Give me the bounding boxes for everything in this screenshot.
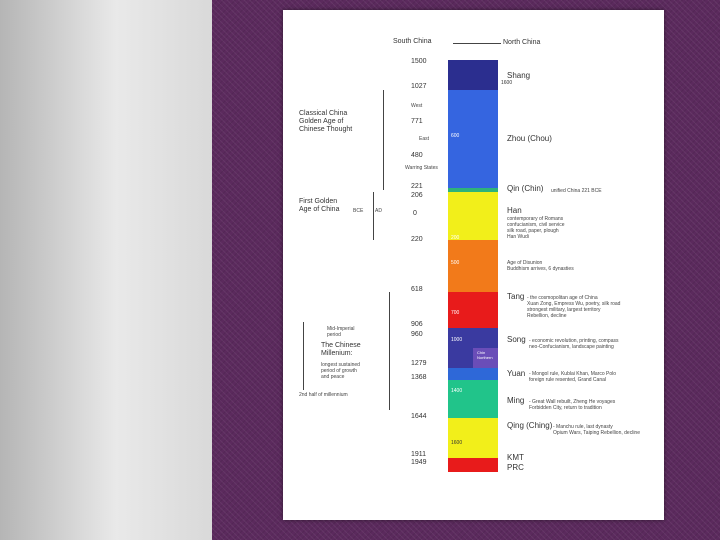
dynasty-qin: Qin (Chin) — [507, 184, 544, 193]
dynasty-song-note: - economic revolution, printing, compass neo-Confucianism, landscape painting — [529, 338, 619, 350]
label-first-golden-age: First Golden Age of China — [299, 198, 340, 213]
label-classical-china: Classical China Golden Age of Chinese Thought — [299, 110, 353, 133]
year-960: 960 — [411, 331, 423, 338]
dynasty-ming: Ming — [507, 396, 525, 405]
label-bce: BCE — [353, 208, 364, 214]
label-west: West — [411, 103, 423, 109]
dynasty-han-note: contemporary of Romans confucianism, civil service silk road, paper, plough Han Wudi — [507, 216, 565, 240]
dynasty-qing-note: - Manchu rule, last dynasty Opium Wars, Taiping Rebellion, decline — [553, 424, 640, 436]
dynasty-yuan: Yuan — [507, 369, 526, 378]
year-1027: 1027 — [411, 83, 427, 90]
disunion-note: Age of Disunion Buddhism arrives, 6 dynasties — [507, 260, 574, 272]
label-east: East — [419, 136, 430, 142]
tick-tang: 700 — [451, 310, 460, 316]
band-qing — [448, 418, 498, 458]
dynasty-qing: Qing (Ching) — [507, 421, 553, 430]
bracket-first-golden — [373, 192, 374, 240]
label-mid-imperial: Mid-Imperial period — [327, 326, 355, 338]
label-ad: AD — [375, 208, 382, 214]
band-han — [448, 192, 498, 240]
year-618: 618 — [411, 286, 423, 293]
label-millenium-sub: longest sustained period of growth and peace — [321, 362, 360, 380]
year-771: 771 — [411, 118, 423, 125]
band-shang — [448, 60, 498, 90]
tick-zhou: 600 — [451, 133, 460, 139]
year-221: 221 — [411, 183, 423, 190]
label-chinese-millenium: The Chinese Millenium: — [321, 342, 361, 357]
header-south-china: South China — [393, 38, 432, 45]
tick-han: 200 — [451, 235, 460, 241]
timeline-slide — [283, 10, 664, 520]
band-ming — [448, 380, 498, 418]
arrow-millenium-left — [303, 322, 304, 390]
bracket-millenium — [389, 292, 390, 410]
dynasty-shang: Shang — [507, 71, 531, 80]
tick-disunion: 500 — [451, 260, 460, 266]
dynasty-zhou: Zhou (Chou) — [507, 134, 552, 143]
band-zhou — [448, 90, 498, 188]
header-arrow-line — [453, 43, 501, 44]
year-1279: 1279 — [411, 360, 427, 367]
year-206: 206 — [411, 192, 423, 199]
dynasty-ming-note: - Great Wall rebuilt, Zheng He voyages Forbidden City, return to tradition — [529, 399, 616, 411]
dynasty-song: Song — [507, 335, 526, 344]
tick-chin: Chin Northern — [477, 350, 493, 360]
year-906: 906 — [411, 321, 423, 328]
label-second-half: 2nd half of millennium — [299, 392, 348, 398]
band-prc — [448, 464, 498, 472]
label-warring-states: Warring States — [405, 165, 438, 171]
bracket-classical — [383, 90, 384, 190]
tick-qing: 1600 — [451, 440, 463, 446]
dynasty-qin-note: unified China 221 BCE — [551, 188, 602, 194]
year-1368: 1368 — [411, 374, 427, 381]
year-1500: 1500 — [411, 58, 427, 65]
dynasty-yuan-note: - Mongol rule, Kublai Khan, Marco Polo foreign rule resented, Grand Canal — [529, 371, 616, 383]
year-480: 480 — [411, 152, 423, 159]
tick-song: 1000 — [451, 337, 463, 343]
band-yuan — [448, 368, 498, 380]
year-1644: 1644 — [411, 413, 427, 420]
dynasty-prc: PRC — [507, 463, 524, 472]
header-north-china: North China — [503, 39, 541, 46]
left-gray-panel — [0, 0, 212, 540]
tick-ming: 1400 — [451, 388, 463, 394]
dynasty-tang: Tang — [507, 292, 525, 301]
year-1949: 1949 — [411, 459, 427, 466]
dynasty-han: Han — [507, 206, 522, 215]
dynasty-kmt: KMT — [507, 453, 524, 462]
year-0: 0 — [413, 210, 417, 217]
year-220: 220 — [411, 236, 423, 243]
year-1911: 1911 — [411, 451, 427, 458]
band-disunion — [448, 240, 498, 292]
tick-shang: 1600 — [501, 80, 513, 86]
dynasty-tang-note: - the cosmopolitan age of China Xuan Zong, Empress Wu, poetry, silk road strongest military, largest territory Rebellion, decline — [527, 295, 621, 319]
